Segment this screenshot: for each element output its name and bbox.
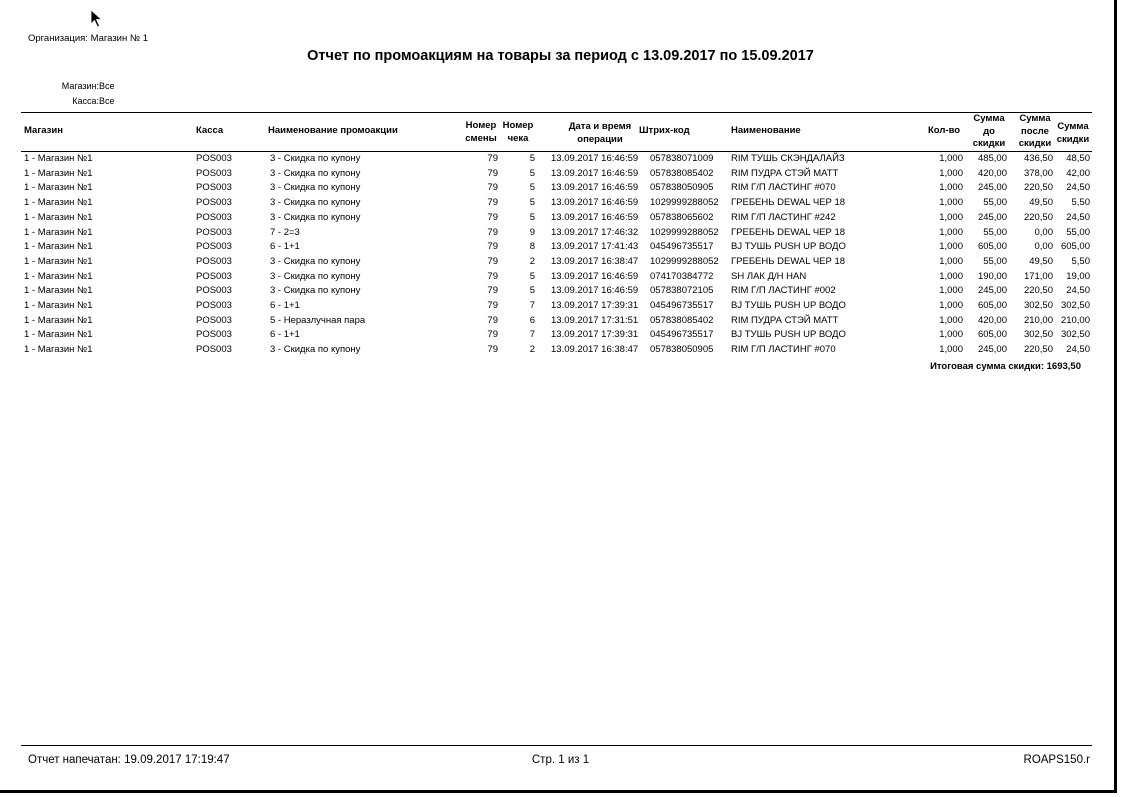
- cell-discount: 24,50: [1066, 344, 1090, 356]
- col-header-discount-line1: Сумма: [1057, 121, 1089, 132]
- col-header-sum-after-line3: скидки: [1018, 138, 1052, 149]
- col-header-sum-before: [969, 113, 1009, 151]
- cell-sum-before: 55,00: [983, 226, 1007, 238]
- cell-sum-before: 55,00: [983, 255, 1007, 267]
- cell-check: 7: [529, 300, 535, 311]
- cell-barcode: 057838085402: [650, 314, 714, 326]
- cell-sum-after: 220,50: [1023, 211, 1053, 223]
- cell-qty: 1,000: [939, 153, 963, 164]
- cell-qty: 1,000: [939, 314, 963, 326]
- col-header-shop: Магазин: [24, 125, 63, 136]
- cell-sum-before: 55,00: [983, 197, 1007, 209]
- cell-shop: 1 - Магазин №1: [24, 344, 93, 356]
- cell-shift: 79: [487, 211, 498, 223]
- table-top-divider: [21, 112, 1092, 113]
- cell-till: POS003: [196, 329, 232, 341]
- cell-discount: 48,50: [1066, 153, 1090, 164]
- col-header-sum-before-line3: скидки: [972, 138, 1006, 149]
- col-header-check-line2: чека: [507, 132, 529, 144]
- cell-shop: 1 - Магазин №1: [24, 167, 93, 179]
- cell-sum-after: 220,50: [1023, 344, 1053, 356]
- cell-sum-after: 220,50: [1023, 285, 1053, 297]
- till-filter-label: Касса:: [72, 96, 99, 106]
- cell-name: RIM Г/П ЛАСТИНГ #070: [731, 344, 836, 356]
- table-row: [0, 329, 1114, 344]
- col-header-sum-before-line1: Сумма: [973, 113, 1005, 124]
- table-row: [0, 168, 1114, 183]
- cell-discount: 24,50: [1066, 285, 1090, 297]
- cell-sum-before: 420,00: [977, 314, 1007, 326]
- cell-shop: 1 - Магазин №1: [24, 197, 93, 209]
- cell-datetime: 13.09.2017 16:46:59: [551, 167, 639, 179]
- cell-qty: 1,000: [939, 211, 963, 223]
- col-header-datetime-line2: операции: [577, 133, 623, 145]
- col-header-check: [497, 120, 539, 145]
- cell-datetime: 13.09.2017 16:38:47: [551, 255, 639, 267]
- discount-total: Итоговая сумма скидки: 1693,50: [930, 361, 1081, 372]
- table-row: [0, 227, 1114, 242]
- shop-filter-label: Магазин:: [61, 81, 99, 91]
- cell-till: POS003: [196, 285, 232, 297]
- cell-till: POS003: [196, 226, 232, 238]
- col-header-qty: Кол-во: [928, 125, 961, 136]
- cell-shop: 1 - Магазин №1: [24, 329, 93, 341]
- cell-discount: 5,50: [1071, 197, 1090, 209]
- cell-till: POS003: [196, 241, 232, 253]
- cell-check: 7: [529, 329, 535, 341]
- cell-name: RIM Г/П ЛАСТИНГ #242: [731, 211, 836, 223]
- cell-name: BJ ТУШЬ PUSH UP ВОДО: [731, 241, 846, 253]
- cell-barcode: 1029999288052: [650, 197, 719, 209]
- cell-sum-before: 190,00: [977, 270, 1007, 282]
- cell-shop: 1 - Магазин №1: [24, 300, 93, 311]
- cell-name: RIM ТУШЬ СКЭНДАЛАЙЗ: [731, 153, 845, 164]
- cell-sum-before: 605,00: [977, 329, 1007, 341]
- organization-label: Организация: Магазин № 1: [28, 33, 148, 44]
- till-filter: [0, 96, 115, 106]
- cell-shop: 1 - Магазин №1: [24, 226, 93, 238]
- cell-shift: 79: [487, 226, 498, 238]
- cell-shop: 1 - Магазин №1: [24, 285, 93, 297]
- cell-barcode: 057838065602: [650, 211, 714, 223]
- cell-sum-after: 302,50: [1023, 300, 1053, 311]
- cell-sum-after: 0,00: [1034, 226, 1053, 238]
- cell-check: 5: [529, 182, 535, 194]
- cell-qty: 1,000: [939, 197, 963, 209]
- cell-shift: 79: [487, 329, 498, 341]
- table-row: [0, 285, 1114, 300]
- cell-datetime: 13.09.2017 16:46:59: [551, 211, 639, 223]
- cell-promo: 3 - Скидка по купону: [270, 285, 361, 297]
- cell-name: ГРЕБЕНЬ DEWAL ЧЕР 18: [731, 226, 846, 238]
- cell-shift: 79: [487, 314, 498, 326]
- report-code: ROAPS150.r: [1023, 754, 1090, 766]
- cell-name: ГРЕБЕНЬ DEWAL ЧЕР 18: [731, 255, 846, 267]
- cell-shift: 79: [487, 344, 498, 356]
- table-row: [0, 212, 1114, 227]
- cell-check: 2: [529, 255, 535, 267]
- cell-qty: 1,000: [939, 182, 963, 194]
- cell-check: 8: [529, 241, 535, 253]
- cell-promo: 5 - Неразлучная пара: [270, 314, 366, 326]
- cell-barcode: 057838050905: [650, 344, 714, 356]
- cell-shift: 79: [487, 197, 498, 209]
- cell-datetime: 13.09.2017 17:41:43: [551, 241, 639, 253]
- cell-promo: 3 - Скидка по купону: [270, 255, 361, 267]
- cell-till: POS003: [196, 153, 232, 164]
- cell-datetime: 13.09.2017 16:46:59: [551, 182, 639, 194]
- printed-timestamp: Отчет напечатан: 19.09.2017 17:19:47: [28, 754, 230, 766]
- cell-shift: 79: [487, 153, 498, 164]
- cell-shift: 79: [487, 270, 498, 282]
- footer-divider: [21, 745, 1092, 746]
- table-row: [0, 153, 1114, 168]
- cell-promo: 3 - Скидка по купону: [270, 197, 361, 209]
- cell-check: 5: [529, 167, 535, 179]
- cell-datetime: 13.09.2017 16:46:59: [551, 285, 639, 297]
- cell-discount: 24,50: [1066, 182, 1090, 194]
- cell-name: RIM Г/П ЛАСТИНГ #002: [731, 285, 836, 297]
- col-header-check-line1: Номер: [502, 120, 534, 131]
- col-header-sum-before-line2: до: [983, 125, 995, 137]
- cell-promo: 3 - Скидка по купону: [270, 270, 361, 282]
- cell-shop: 1 - Магазин №1: [24, 270, 93, 282]
- cell-sum-before: 485,00: [977, 153, 1007, 164]
- table-row: [0, 315, 1114, 330]
- cell-qty: 1,000: [939, 285, 963, 297]
- col-header-discount: [1052, 121, 1094, 146]
- cell-sum-after: 436,50: [1023, 153, 1053, 164]
- table-row: [0, 256, 1114, 271]
- col-header-datetime: [563, 121, 637, 146]
- cell-shift: 79: [487, 285, 498, 297]
- cell-shift: 79: [487, 182, 498, 194]
- cell-till: POS003: [196, 344, 232, 356]
- cell-discount: 302,50: [1060, 329, 1090, 341]
- cell-promo: 3 - Скидка по купону: [270, 211, 361, 223]
- col-header-promo: Наименование промоакции: [268, 125, 398, 136]
- cell-datetime: 13.09.2017 16:46:59: [551, 197, 639, 209]
- table-header-divider: [21, 151, 1092, 152]
- shop-filter: [0, 81, 115, 91]
- cell-promo: 3 - Скидка по купону: [270, 182, 361, 194]
- cell-datetime: 13.09.2017 16:46:59: [551, 153, 639, 164]
- cell-sum-before: 245,00: [977, 211, 1007, 223]
- cell-check: 6: [529, 314, 535, 326]
- cell-sum-after: 49,50: [1029, 197, 1053, 209]
- col-header-sum-after: [1014, 113, 1056, 151]
- cell-barcode: 057838072105: [650, 285, 714, 297]
- col-header-shift-line1: Номер: [465, 120, 497, 131]
- col-header-barcode: Штрих-код: [639, 125, 690, 136]
- cell-barcode: 045496735517: [650, 241, 714, 253]
- col-header-till: Касса: [196, 125, 224, 136]
- cell-sum-after: 378,00: [1023, 167, 1053, 179]
- cell-datetime: 13.09.2017 17:31:51: [551, 314, 639, 326]
- cell-qty: 1,000: [939, 226, 963, 238]
- cell-till: POS003: [196, 182, 232, 194]
- cell-promo: 3 - Скидка по купону: [270, 344, 361, 356]
- cell-barcode: 1029999288052: [650, 226, 719, 238]
- cell-promo: 6 - 1+1: [270, 329, 300, 341]
- cell-till: POS003: [196, 167, 232, 179]
- cell-discount: 19,00: [1066, 270, 1090, 282]
- cell-qty: 1,000: [939, 300, 963, 311]
- cell-shift: 79: [487, 300, 498, 311]
- cell-shift: 79: [487, 255, 498, 267]
- col-header-name: Наименование: [731, 125, 801, 136]
- cell-shift: 79: [487, 167, 498, 179]
- cell-shop: 1 - Магазин №1: [24, 241, 93, 253]
- cell-till: POS003: [196, 211, 232, 223]
- cell-datetime: 13.09.2017 17:39:31: [551, 329, 639, 341]
- col-header-shift: [460, 120, 502, 145]
- cell-qty: 1,000: [939, 255, 963, 267]
- cell-till: POS003: [196, 270, 232, 282]
- cell-promo: 6 - 1+1: [270, 300, 300, 311]
- cell-name: SH ЛАК Д/Н HAN: [731, 270, 807, 282]
- till-filter-value: Все: [99, 96, 115, 106]
- col-header-shift-line2: смены: [465, 132, 497, 144]
- cell-datetime: 13.09.2017 16:46:59: [551, 270, 639, 282]
- col-header-discount-line2: скидки: [1056, 133, 1090, 145]
- cell-promo: 7 - 2=3: [270, 226, 300, 238]
- cell-till: POS003: [196, 300, 232, 311]
- cell-sum-before: 245,00: [977, 285, 1007, 297]
- cell-datetime: 13.09.2017 17:39:31: [551, 300, 639, 311]
- table-row: [0, 271, 1114, 286]
- cell-promo: 6 - 1+1: [270, 241, 300, 253]
- cell-name: BJ ТУШЬ PUSH UP ВОДО: [731, 329, 846, 341]
- cell-promo: 3 - Скидка по купону: [270, 167, 361, 179]
- col-header-sum-after-line2: после: [1021, 125, 1049, 137]
- cell-discount: 302,50: [1060, 300, 1090, 311]
- table-row: [0, 241, 1114, 256]
- table-row: [0, 182, 1114, 197]
- cell-qty: 1,000: [939, 344, 963, 356]
- cell-promo: 3 - Скидка по купону: [270, 153, 361, 164]
- cell-shop: 1 - Магазин №1: [24, 314, 93, 326]
- cell-qty: 1,000: [939, 241, 963, 253]
- cell-sum-after: 49,50: [1029, 255, 1053, 267]
- cell-till: POS003: [196, 314, 232, 326]
- cell-name: RIM Г/П ЛАСТИНГ #070: [731, 182, 836, 194]
- mouse-cursor-icon: [90, 9, 104, 29]
- cell-name: RIM ПУДРА СТЭЙ МАТТ: [731, 167, 839, 179]
- cell-shift: 79: [487, 241, 498, 253]
- cell-check: 9: [529, 226, 535, 238]
- cell-barcode: 057838085402: [650, 167, 714, 179]
- cell-sum-after: 210,00: [1023, 314, 1053, 326]
- cell-name: RIM ПУДРА СТЭЙ МАТТ: [731, 314, 839, 326]
- table-row: [0, 300, 1114, 315]
- page-counter: Стр. 1 из 1: [531, 754, 590, 766]
- cell-shop: 1 - Магазин №1: [24, 211, 93, 223]
- cell-barcode: 045496735517: [650, 300, 714, 311]
- cell-qty: 1,000: [939, 270, 963, 282]
- shop-filter-value: Все: [99, 81, 115, 91]
- report-title: Отчет по промоакциям на товары за период с 13.09.2017 по 15.09.2017: [307, 48, 814, 64]
- col-header-datetime-line1: Дата и время: [568, 121, 632, 132]
- cell-sum-before: 605,00: [977, 300, 1007, 311]
- cell-sum-after: 302,50: [1023, 329, 1053, 341]
- cell-discount: 55,00: [1066, 226, 1090, 238]
- cell-datetime: 13.09.2017 17:46:32: [551, 226, 639, 238]
- cell-check: 5: [529, 270, 535, 282]
- cell-check: 2: [529, 344, 535, 356]
- cell-shop: 1 - Магазин №1: [24, 153, 93, 164]
- cell-check: 5: [529, 211, 535, 223]
- cell-sum-after: 220,50: [1023, 182, 1053, 194]
- cell-sum-after: 171,00: [1023, 270, 1053, 282]
- cell-barcode: 045496735517: [650, 329, 714, 341]
- cell-discount: 210,00: [1060, 314, 1090, 326]
- cell-till: POS003: [196, 197, 232, 209]
- cell-check: 5: [529, 153, 535, 164]
- cell-discount: 5,50: [1071, 255, 1090, 267]
- col-header-sum-after-line1: Сумма: [1019, 113, 1051, 124]
- cell-qty: 1,000: [939, 167, 963, 179]
- cell-datetime: 13.09.2017 16:38:47: [551, 344, 639, 356]
- cell-discount: 605,00: [1060, 241, 1090, 253]
- cell-sum-before: 420,00: [977, 167, 1007, 179]
- cell-shop: 1 - Магазин №1: [24, 255, 93, 267]
- cell-shop: 1 - Магазин №1: [24, 182, 93, 194]
- cell-name: BJ ТУШЬ PUSH UP ВОДО: [731, 300, 846, 311]
- cell-sum-before: 605,00: [977, 241, 1007, 253]
- cell-discount: 42,00: [1066, 167, 1090, 179]
- cell-till: POS003: [196, 255, 232, 267]
- cell-barcode: 057838071009: [650, 153, 714, 164]
- cell-sum-before: 245,00: [977, 182, 1007, 194]
- cell-sum-after: 0,00: [1034, 241, 1053, 253]
- cell-check: 5: [529, 197, 535, 209]
- cell-qty: 1,000: [939, 329, 963, 341]
- cell-barcode: 074170384772: [650, 270, 714, 282]
- table-row: [0, 197, 1114, 212]
- cell-discount: 24,50: [1066, 211, 1090, 223]
- cell-sum-before: 245,00: [977, 344, 1007, 356]
- cell-check: 5: [529, 285, 535, 297]
- cell-barcode: 1029999288052: [650, 255, 719, 267]
- cell-name: ГРЕБЕНЬ DEWAL ЧЕР 18: [731, 197, 846, 209]
- table-row: [0, 344, 1114, 359]
- cell-barcode: 057838050905: [650, 182, 714, 194]
